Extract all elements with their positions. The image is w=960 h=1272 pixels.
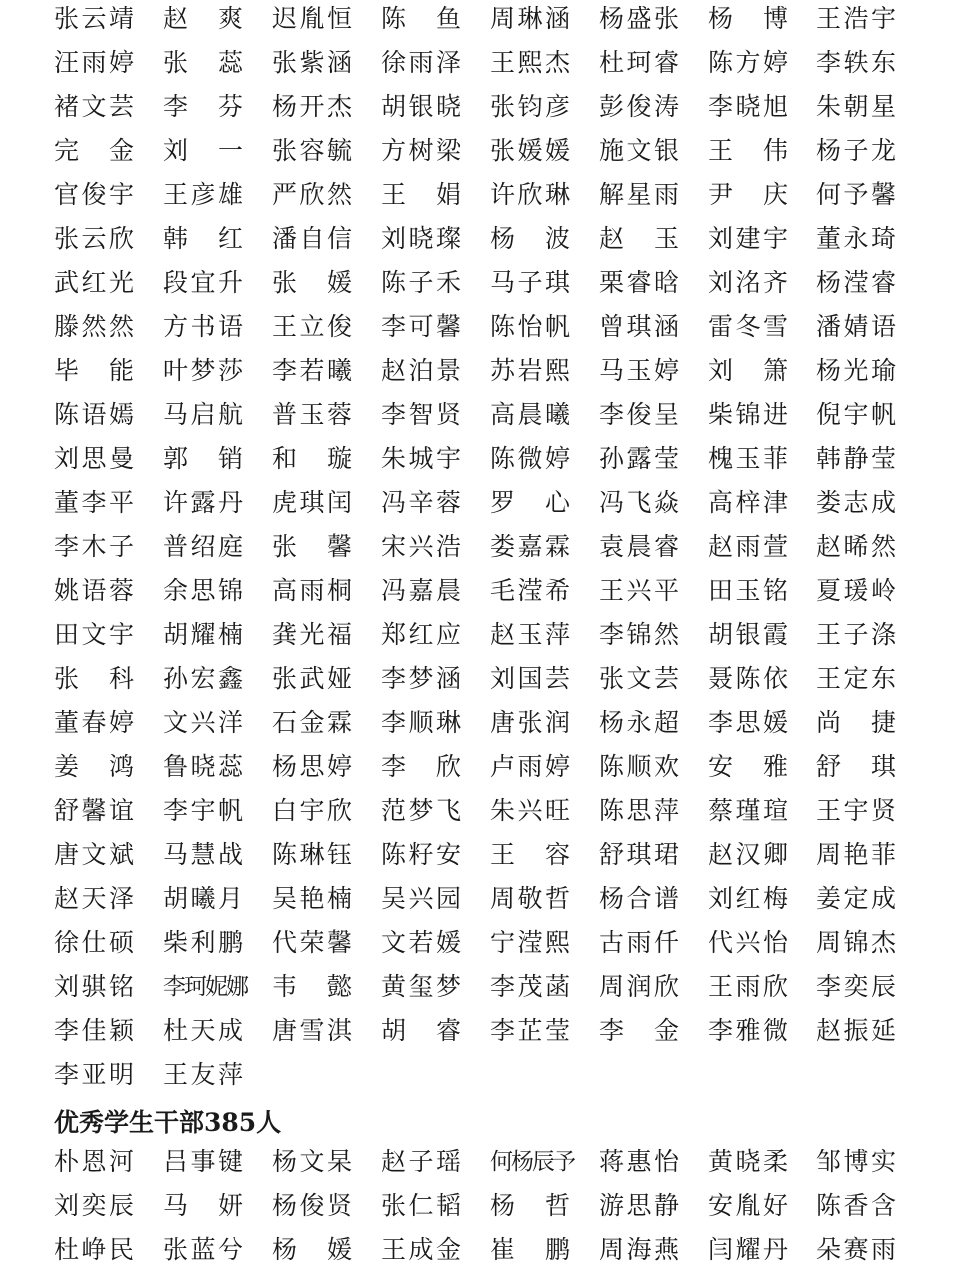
list-item-name: 滕 然 然 xyxy=(54,312,134,341)
list-item-name: 武 红 光 xyxy=(54,268,134,297)
list-item-name: 舒 琪 xyxy=(816,752,896,781)
list-item-name: 倪 宇 帆 xyxy=(816,400,896,429)
list-item-name: 李 晓 旭 xyxy=(708,92,788,121)
list-item-name: 朱 朝 星 xyxy=(816,92,896,121)
list-item-name: 陈 怡 帆 xyxy=(490,312,570,341)
list-item-name: 张 媛 媛 xyxy=(490,136,570,165)
list-item-name: 刘 骐 铭 xyxy=(54,972,134,1001)
list-item-name: 李 宇 帆 xyxy=(163,796,243,825)
list-item-name: 冯 嘉 晨 xyxy=(381,576,461,605)
list-item-name: 褚 文 芸 xyxy=(54,92,134,121)
list-item-name: 解 星 雨 xyxy=(599,180,679,209)
list-item-name: 李 佳 颖 xyxy=(54,1016,134,1045)
list-item-name: 周 润 欣 xyxy=(599,972,679,1001)
list-item-name: 孙 宏 鑫 xyxy=(163,664,243,693)
list-item-name: 黄 玺 梦 xyxy=(381,972,461,1001)
list-item-name: 朱 城 宇 xyxy=(381,444,461,473)
list-item-name: 赵 振 延 xyxy=(816,1016,896,1045)
list-item-name: 槐 玉 菲 xyxy=(708,444,788,473)
list-item-name: 普 玉 蓉 xyxy=(272,400,352,429)
list-item-name: 张 馨 xyxy=(272,532,352,561)
list-item-name: 陈 微 婷 xyxy=(490,444,570,473)
list-item-name: 娄 嘉 霖 xyxy=(490,532,570,561)
list-item-name: 杨 文 杲 xyxy=(272,1147,352,1176)
list-item-name: 李珂妮娜 xyxy=(163,974,247,1000)
list-item-name: 石 金 霖 xyxy=(272,708,352,737)
list-item-name: 游 思 静 xyxy=(599,1191,679,1220)
list-item-name: 陈 思 萍 xyxy=(599,796,679,825)
list-item-name: 王 雨 欣 xyxy=(708,972,788,1001)
list-item-name: 曾 琪 涵 xyxy=(599,312,679,341)
list-item-name: 闫 耀 丹 xyxy=(708,1235,788,1264)
list-item-name: 古 雨 仟 xyxy=(599,928,679,957)
list-item-name: 张 钧 彦 xyxy=(490,92,570,121)
list-item-name: 朱 兴 旺 xyxy=(490,796,570,825)
list-item-name: 赵 晞 然 xyxy=(816,532,896,561)
list-item-name: 潘 自 信 xyxy=(272,224,352,253)
list-item-name: 周 锦 杰 xyxy=(816,928,896,957)
list-item-name: 李 芷 莹 xyxy=(490,1016,570,1045)
list-item-name: 段 宜 升 xyxy=(163,268,243,297)
list-item-name: 陈 顺 欢 xyxy=(599,752,679,781)
list-item-name: 周 海 燕 xyxy=(599,1235,679,1264)
list-item-name: 宁 滢 熙 xyxy=(490,928,570,957)
list-item-name: 高 雨 桐 xyxy=(272,576,352,605)
list-item-name: 栗 睿 晗 xyxy=(599,268,679,297)
list-item-name: 杜 峥 民 xyxy=(54,1235,134,1264)
list-item-name: 李 金 xyxy=(599,1016,679,1045)
list-item-name: 安 胤 好 xyxy=(708,1191,788,1220)
list-item-name: 周 敬 哲 xyxy=(490,884,570,913)
list-item-name: 胡 耀 楠 xyxy=(163,620,243,649)
list-item-name: 赵 子 瑶 xyxy=(381,1147,461,1176)
list-item-name: 王 浩 宇 xyxy=(816,4,896,33)
list-item-name: 姜 定 成 xyxy=(816,884,896,913)
list-item-name: 张 紫 涵 xyxy=(272,48,352,77)
list-item-name: 完 金 xyxy=(54,136,134,165)
list-item-name: 王 友 萍 xyxy=(163,1060,243,1089)
list-item-name: 聂 陈 依 xyxy=(708,664,788,693)
list-item-name: 董 永 琦 xyxy=(816,224,896,253)
list-item-name: 马 启 航 xyxy=(163,400,243,429)
list-item-name: 李 智 贤 xyxy=(381,400,461,429)
list-item-name: 张 武 娅 xyxy=(272,664,352,693)
list-item-name: 唐 张 润 xyxy=(490,708,570,737)
list-item-name: 汪 雨 婷 xyxy=(54,48,134,77)
list-item-name: 施 文 银 xyxy=(599,136,679,165)
list-item-name: 李 若 曦 xyxy=(272,356,352,385)
list-item-name: 冯 辛 蓉 xyxy=(381,488,461,517)
list-item-name: 马 子 琪 xyxy=(490,268,570,297)
list-item-name: 马 玉 婷 xyxy=(599,356,679,385)
list-item-name: 杨 博 xyxy=(708,4,788,33)
list-item-name: 周 艳 菲 xyxy=(816,840,896,869)
list-item-name: 高 晨 曦 xyxy=(490,400,570,429)
list-item-name: 唐 雪 淇 xyxy=(272,1016,352,1045)
list-item-name: 韩 静 莹 xyxy=(816,444,896,473)
list-item-name: 舒 馨 谊 xyxy=(54,796,134,825)
list-item-name: 刘 建 宇 xyxy=(708,224,788,253)
list-item-name: 叶 梦 莎 xyxy=(163,356,243,385)
list-item-name: 王 成 金 xyxy=(381,1235,461,1264)
list-item-name: 周 琳 涵 xyxy=(490,4,570,33)
list-item-name: 陈 语 嫣 xyxy=(54,400,134,429)
list-item-name: 刘 思 曼 xyxy=(54,444,134,473)
list-item-name: 李 雅 微 xyxy=(708,1016,788,1045)
list-item-name: 高 梓 津 xyxy=(708,488,788,517)
list-item-name: 马 慧 战 xyxy=(163,840,243,869)
list-item-name: 李 亚 明 xyxy=(54,1060,134,1089)
list-item-name: 李 欣 xyxy=(381,752,461,781)
list-item-name: 李 茂 菡 xyxy=(490,972,570,1001)
list-item-name: 崔 鹏 xyxy=(490,1235,570,1264)
list-item-name: 王 子 涤 xyxy=(816,620,896,649)
list-item-name: 方 书 语 xyxy=(163,312,243,341)
list-item-name: 张 科 xyxy=(54,664,134,693)
list-item-name: 龚 光 福 xyxy=(272,620,352,649)
list-item-name: 杨 永 超 xyxy=(599,708,679,737)
list-item-name: 王 伟 xyxy=(708,136,788,165)
list-item-name: 杨 盛 张 xyxy=(599,4,679,33)
list-item-name: 李 思 媛 xyxy=(708,708,788,737)
list-item-name: 李 奕 辰 xyxy=(816,972,896,1001)
list-item-name: 潘 婧 语 xyxy=(816,312,896,341)
list-item-name: 毕 能 xyxy=(54,356,134,385)
list-item-name: 王 兴 平 xyxy=(599,576,679,605)
list-item-name: 文 若 媛 xyxy=(381,928,461,957)
list-item-name: 王 熙 杰 xyxy=(490,48,570,77)
list-item-name: 姜 鸿 xyxy=(54,752,134,781)
list-item-name: 刘 国 芸 xyxy=(490,664,570,693)
list-item-name: 徐 仕 硕 xyxy=(54,928,134,957)
list-item-name: 陈 鱼 xyxy=(381,4,461,33)
list-item-name: 赵 爽 xyxy=(163,4,243,33)
list-item-name: 苏 岩 熙 xyxy=(490,356,570,385)
list-item-name: 彭 俊 涛 xyxy=(599,92,679,121)
list-item-name: 马 妍 xyxy=(163,1191,243,1220)
list-item-name: 尚 捷 xyxy=(816,708,896,737)
list-item-name: 杜 天 成 xyxy=(163,1016,243,1045)
list-item-name: 李 芬 xyxy=(163,92,243,121)
list-item-name: 刘 奕 辰 xyxy=(54,1191,134,1220)
list-item-name: 王 定 东 xyxy=(816,664,896,693)
list-item-name: 李 轶 东 xyxy=(816,48,896,77)
list-item-name: 杨 思 婷 xyxy=(272,752,352,781)
list-item-name: 朴 恩 河 xyxy=(54,1147,134,1176)
list-item-name: 方 树 梁 xyxy=(381,136,461,165)
list-item-name: 王 彦 雄 xyxy=(163,180,243,209)
list-item-name: 代 兴 怡 xyxy=(708,928,788,957)
list-item-name: 白 宇 欣 xyxy=(272,796,352,825)
list-item-name: 陈 香 含 xyxy=(816,1191,896,1220)
list-item-name: 代 荣 馨 xyxy=(272,928,352,957)
list-item-name: 张 容 毓 xyxy=(272,136,352,165)
list-item-name: 徐 雨 泽 xyxy=(381,48,461,77)
list-item-name: 何杨辰予 xyxy=(490,1149,574,1175)
list-item-name: 迟 胤 恒 xyxy=(272,4,352,33)
list-item-name: 张 云 欣 xyxy=(54,224,134,253)
list-item-name: 杨 波 xyxy=(490,224,570,253)
list-item-name: 赵 玉 萍 xyxy=(490,620,570,649)
list-item-name: 唐 文 斌 xyxy=(54,840,134,869)
list-item-name: 胡 曦 月 xyxy=(163,884,243,913)
list-item-name: 和 璇 xyxy=(272,444,352,473)
list-item-name: 袁 晨 睿 xyxy=(599,532,679,561)
list-item-name: 胡 银 晓 xyxy=(381,92,461,121)
list-item-name: 尹 庆 xyxy=(708,180,788,209)
list-item-name: 杜 珂 睿 xyxy=(599,48,679,77)
list-item-name: 董 春 婷 xyxy=(54,708,134,737)
list-item-name: 李 可 馨 xyxy=(381,312,461,341)
list-item-name: 舒 琪 珺 xyxy=(599,840,679,869)
list-item-name: 刘 洺 齐 xyxy=(708,268,788,297)
list-item-name: 李 木 子 xyxy=(54,532,134,561)
list-item-name: 杨 开 杰 xyxy=(272,92,352,121)
list-item-name: 刘 晓 璨 xyxy=(381,224,461,253)
list-item-name: 文 兴 洋 xyxy=(163,708,243,737)
list-item-name: 郑 红 应 xyxy=(381,620,461,649)
list-item-name: 胡 睿 xyxy=(381,1016,461,1045)
list-item-name: 宋 兴 浩 xyxy=(381,532,461,561)
list-item-name: 杨 哲 xyxy=(490,1191,570,1220)
list-item-name: 刘 红 梅 xyxy=(708,884,788,913)
list-item-name: 夏 瑗 岭 xyxy=(816,576,896,605)
list-item-name: 普 绍 庭 xyxy=(163,532,243,561)
list-item-name: 张 文 芸 xyxy=(599,664,679,693)
list-item-name: 王 宇 贤 xyxy=(816,796,896,825)
list-item-name: 李 锦 然 xyxy=(599,620,679,649)
section-heading-student-cadres: 优秀学生干部385人 xyxy=(54,1108,282,1137)
list-item-name: 许 露 丹 xyxy=(163,488,243,517)
list-item-name: 王 容 xyxy=(490,840,570,869)
list-item-name: 田 文 宇 xyxy=(54,620,134,649)
list-item-name: 娄 志 成 xyxy=(816,488,896,517)
list-item-name: 张 蓝 兮 xyxy=(163,1235,243,1264)
list-item-name: 朵 赛 雨 xyxy=(816,1235,896,1264)
list-item-name: 李 顺 琳 xyxy=(381,708,461,737)
list-item-name: 赵 泊 景 xyxy=(381,356,461,385)
list-item-name: 杨 子 龙 xyxy=(816,136,896,165)
list-item-name: 陈 籽 安 xyxy=(381,840,461,869)
list-item-name: 田 玉 铭 xyxy=(708,576,788,605)
list-item-name: 何 予 馨 xyxy=(816,180,896,209)
list-item-name: 雷 冬 雪 xyxy=(708,312,788,341)
list-item-name: 鲁 晓 蕊 xyxy=(163,752,243,781)
list-item-name: 胡 银 霞 xyxy=(708,620,788,649)
list-item-name: 杨 合 谱 xyxy=(599,884,679,913)
list-item-name: 杨 光 瑜 xyxy=(816,356,896,385)
list-item-name: 黄 晓 柔 xyxy=(708,1147,788,1176)
list-item-name: 吴 艳 楠 xyxy=(272,884,352,913)
list-item-name: 赵 雨 萱 xyxy=(708,532,788,561)
list-item-name: 张 仁 韬 xyxy=(381,1191,461,1220)
list-item-name: 陈 方 婷 xyxy=(708,48,788,77)
list-item-name: 杨 媛 xyxy=(272,1235,352,1264)
list-item-name: 蒋 惠 怡 xyxy=(599,1147,679,1176)
list-item-name: 孙 露 莹 xyxy=(599,444,679,473)
list-item-name: 吕 事 键 xyxy=(163,1147,243,1176)
list-item-name: 董 李 平 xyxy=(54,488,134,517)
list-item-name: 范 梦 飞 xyxy=(381,796,461,825)
list-item-name: 柴 利 鹏 xyxy=(163,928,243,957)
list-item-name: 姚 语 蓉 xyxy=(54,576,134,605)
list-item-name: 严 欣 然 xyxy=(272,180,352,209)
list-item-name: 吴 兴 园 xyxy=(381,884,461,913)
list-item-name: 刘 箫 xyxy=(708,356,788,385)
list-item-name: 冯 飞 焱 xyxy=(599,488,679,517)
list-item-name: 柴 锦 进 xyxy=(708,400,788,429)
list-item-name: 赵 玉 xyxy=(599,224,679,253)
list-item-name: 李 梦 涵 xyxy=(381,664,461,693)
list-item-name: 邹 博 实 xyxy=(816,1147,896,1176)
list-item-name: 赵 汉 卿 xyxy=(708,840,788,869)
list-item-name: 余 思 锦 xyxy=(163,576,243,605)
list-item-name: 王 娟 xyxy=(381,180,461,209)
list-item-name: 郭 销 xyxy=(163,444,243,473)
list-item-name: 刘 一 xyxy=(163,136,243,165)
list-item-name: 毛 滢 希 xyxy=(490,576,570,605)
list-item-name: 罗 心 xyxy=(490,488,570,517)
list-item-name: 赵 天 泽 xyxy=(54,884,134,913)
list-item-name: 虎 琪 闰 xyxy=(272,488,352,517)
list-item-name: 李 俊 呈 xyxy=(599,400,679,429)
list-item-name: 韩 红 xyxy=(163,224,243,253)
list-item-name: 张 云 靖 xyxy=(54,4,134,33)
list-item-name: 王 立 俊 xyxy=(272,312,352,341)
list-item-name: 安 雅 xyxy=(708,752,788,781)
list-item-name: 陈 琳 钰 xyxy=(272,840,352,869)
list-item-name: 杨 滢 睿 xyxy=(816,268,896,297)
list-item-name: 官 俊 宇 xyxy=(54,180,134,209)
list-item-name: 许 欣 琳 xyxy=(490,180,570,209)
list-item-name: 卢 雨 婷 xyxy=(490,752,570,781)
list-item-name: 张 蕊 xyxy=(163,48,243,77)
list-item-name: 蔡 瑾 瑄 xyxy=(708,796,788,825)
list-item-name: 杨 俊 贤 xyxy=(272,1191,352,1220)
list-item-name: 张 媛 xyxy=(272,268,352,297)
list-item-name: 陈 子 禾 xyxy=(381,268,461,297)
list-item-name: 韦 懿 xyxy=(272,972,352,1001)
